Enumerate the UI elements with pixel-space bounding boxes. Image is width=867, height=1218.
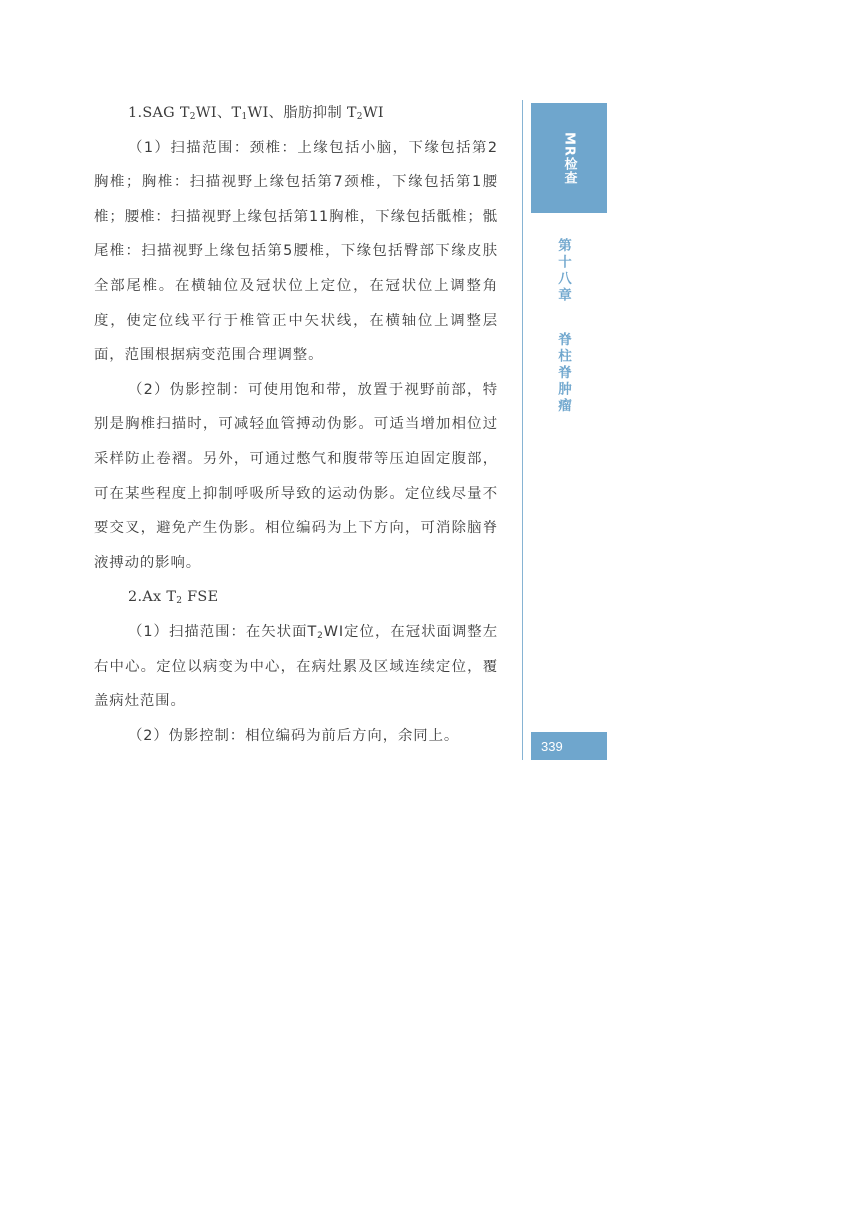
- paragraph-ax-artifact: （2）伪影控制：相位编码为前后方向，余同上。: [128, 727, 460, 744]
- paragraph-artifact-control: （2）伪影控制：可使用饱和带，放置于视野前部，特别是胸椎扫描时，可减轻血管搏动伪影。可适当增加相位过采样防止卷褶。另外，可通过憋气和腹带等压迫固定腹部，可在某些程度上抑制呼吸所导致的运动伪影。定位线尽量不要交叉，避免产生伪影。相位编码为上下方向，可消除脑脊液搏动的影响。: [94, 381, 498, 571]
- heading-part: 1.SAG T: [128, 105, 190, 121]
- heading-part: WI: [362, 105, 384, 121]
- section-heading-ax: [94, 580, 498, 615]
- paragraph-scan-range: （1）扫描范围：颈椎：上缘包括小脑，下缘包括第2胸椎；胸椎：扫描视野上缘包括第7颈椎，下缘包括第1腰椎；腰椎：扫描视野上缘包括第11胸椎，下缘包括骶椎；骶尾椎：扫描视野上缘包括第5腰椎，下缘包括臀部下缘皮肤全部尾椎。在横轴位及冠状位上定位，在冠状位上调整角度，使定位线平行于椎管正中矢状线，在横轴位上调整层面，范围根据病变范围合理调整。: [94, 139, 498, 364]
- paragraph-ax-scan-range: [94, 615, 498, 719]
- heading-part: WI、T: [195, 105, 242, 121]
- section-tab-label: MR检查: [561, 131, 577, 185]
- page-number: 339: [531, 732, 607, 760]
- heading-part: FSE: [182, 589, 219, 606]
- margin-rule: [522, 100, 523, 760]
- text-part: WI定位，在冠状面调整左右中心。定位以病变为中心，在病灶累及区域连续定位，覆盖病灶范围。: [94, 623, 498, 710]
- subscript: 2: [176, 596, 183, 607]
- subscript: 2: [189, 112, 196, 122]
- chapter-number: 第十八章: [555, 238, 571, 304]
- subscript: 1: [241, 112, 248, 122]
- subscript: 2: [317, 630, 324, 641]
- chapter-label: [553, 238, 573, 414]
- heading-part: WI、脂肪抑制 T: [247, 105, 357, 121]
- heading-part: 2.Ax T: [128, 589, 177, 606]
- subscript: 2: [356, 112, 363, 122]
- chapter-title: 脊柱脊肿瘤: [555, 331, 571, 415]
- section-tab: [531, 103, 607, 213]
- body-text: [94, 96, 498, 753]
- text-part: （1）扫描范围：在矢状面T: [128, 623, 318, 640]
- section-heading-sag: [94, 96, 498, 131]
